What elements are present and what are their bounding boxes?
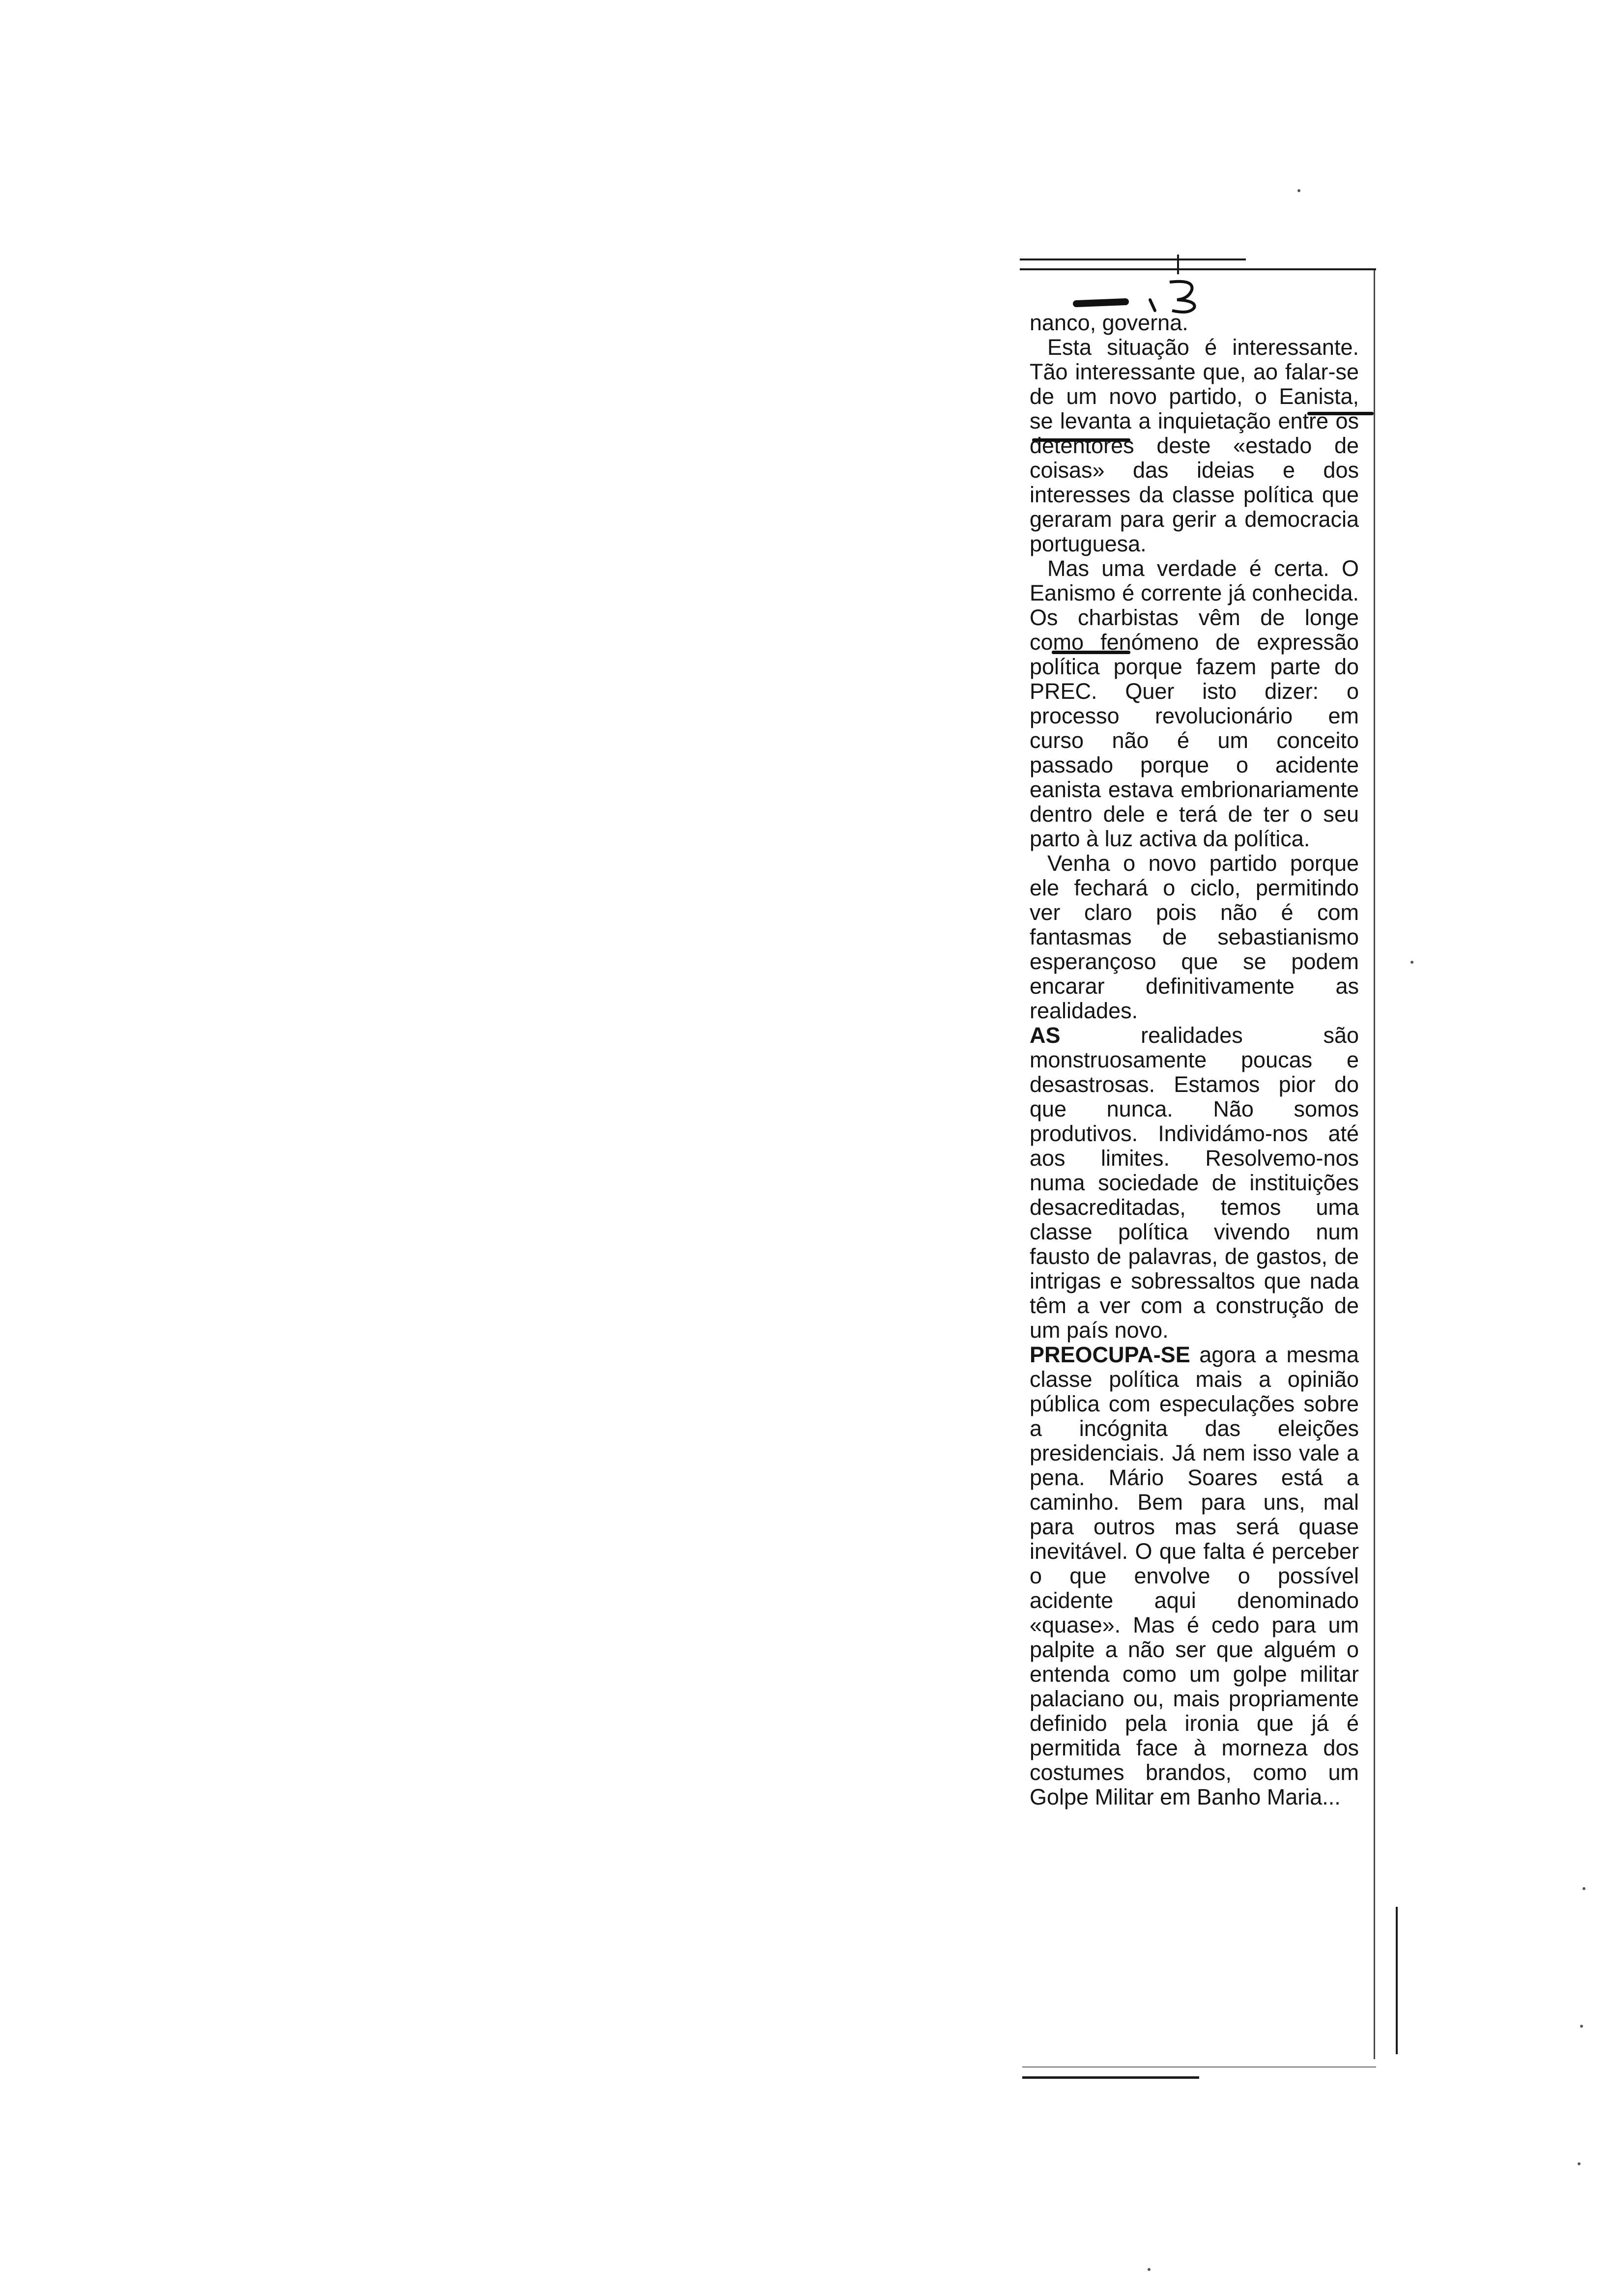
scan-speck — [1580, 2025, 1583, 2028]
paragraph-1: nanco, governa. — [1030, 310, 1188, 335]
paragraph-6-lead: PREOCUPA-SE — [1030, 1342, 1190, 1367]
scan-speck — [1578, 2162, 1581, 2165]
top-rule-1 — [1020, 258, 1246, 260]
scan-speck — [1583, 1887, 1585, 1890]
paragraph-3: Mas uma verdade é certa. O Eanismo é corrente já conhecida. Os charbistas vêm de longe como fenómeno de expressão política porque fazem parte do PREC. Quer isto dizer: o processo revolucionário em curso não é um conceito passado porque o acidente eanista estava embrionariamente dentro dele e terá de ter o seu parto à luz activa da política. — [1030, 556, 1359, 851]
handwritten-page-mark — [1071, 275, 1258, 315]
paragraph-5-lead: AS — [1030, 1023, 1061, 1048]
paragraph-4: Venha o novo partido porque ele fechará o ciclo, permitindo ver claro pois não é com fantasmas de sebastianismo esperançoso que se podem encarar definitivamente as realidades. — [1030, 851, 1359, 1023]
paragraph-6: PREOCUPA-SE agora a mesma classe política mais a opinião pública com especulações sobre a incógnita das eleições presidenciais. Já nem isso vale a pena. Mário Soares está a caminho. Bem para uns, mal para outros mas será quase inevitável. O que falta é perceber o que envolve o possível acidente aqui denominado «quase». Mas é cedo para um palpite a não ser que alguém o entenda como um golpe militar palaciano ou, mais propriamente definido pela ironia que já é permitida face à morneza dos costumes brandos, como um Golpe Militar em Banho Maria... — [1030, 1342, 1359, 1809]
right-edge-rule — [1374, 270, 1375, 2059]
right-edge-rule-2 — [1396, 1907, 1398, 2054]
paragraph-5: AS realidades são monstruosamente poucas e desastrosas. Estamos pior do que nunca. Não somos produtivos. Individámo-nos até aos limites. Resolvemo-nos numa sociedade de instituições desacreditadas, temos uma classe política vivendo num fausto de palavras, de gastos, de intrigas e sobressaltos que nada têm a ver com a construção de um país novo. — [1030, 1023, 1359, 1343]
scan-speck — [1297, 189, 1300, 192]
article-column — [1030, 311, 1359, 1809]
bottom-rule — [1022, 2076, 1199, 2079]
top-rule-2 — [1020, 268, 1376, 270]
scan-speck — [1410, 961, 1413, 964]
top-rule-tick — [1177, 255, 1179, 274]
bottom-rule-thin — [1022, 2066, 1376, 2067]
scan-speck — [1148, 2268, 1151, 2271]
paragraph-2: Esta situação é interessante. Tão interessante que, ao falar-se de um novo partido, o Eanista, se levanta a inquietação entre os detentores deste «estado de coisas» das ideias e dos interesses da classe política que geraram para gerir a democracia portuguesa. — [1030, 335, 1359, 556]
